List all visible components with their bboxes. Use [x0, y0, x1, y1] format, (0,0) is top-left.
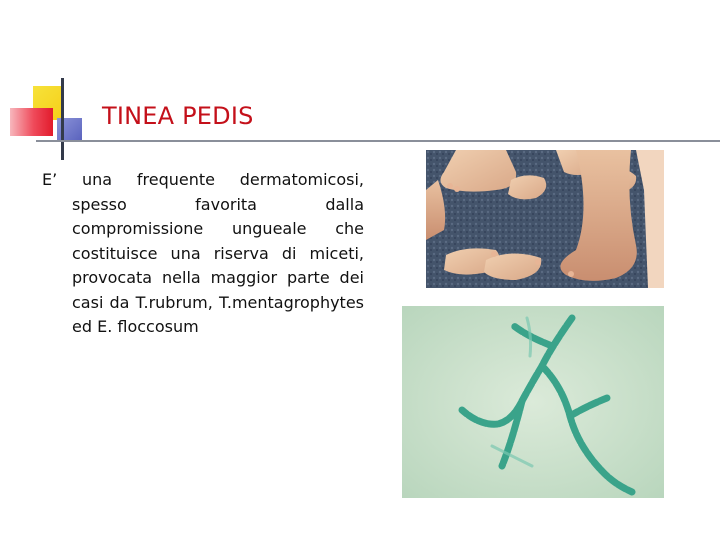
red-bar: [10, 108, 53, 136]
hyphae-micrograph: [402, 306, 664, 498]
slide-title: TINEA PEDIS: [102, 102, 254, 130]
corner-decoration: [0, 0, 100, 170]
feet-photo: [426, 150, 664, 288]
title-underline: [36, 140, 720, 142]
vertical-rule: [61, 78, 64, 160]
body-paragraph: E’ una frequente dermatomicosi, spesso favorita dalla compromissione ungueale che costituisce una riserva di miceti, provocata nella maggior parte dei casi da T.rubrum, T.mentagrophytes ed E. floccosum: [42, 170, 364, 336]
